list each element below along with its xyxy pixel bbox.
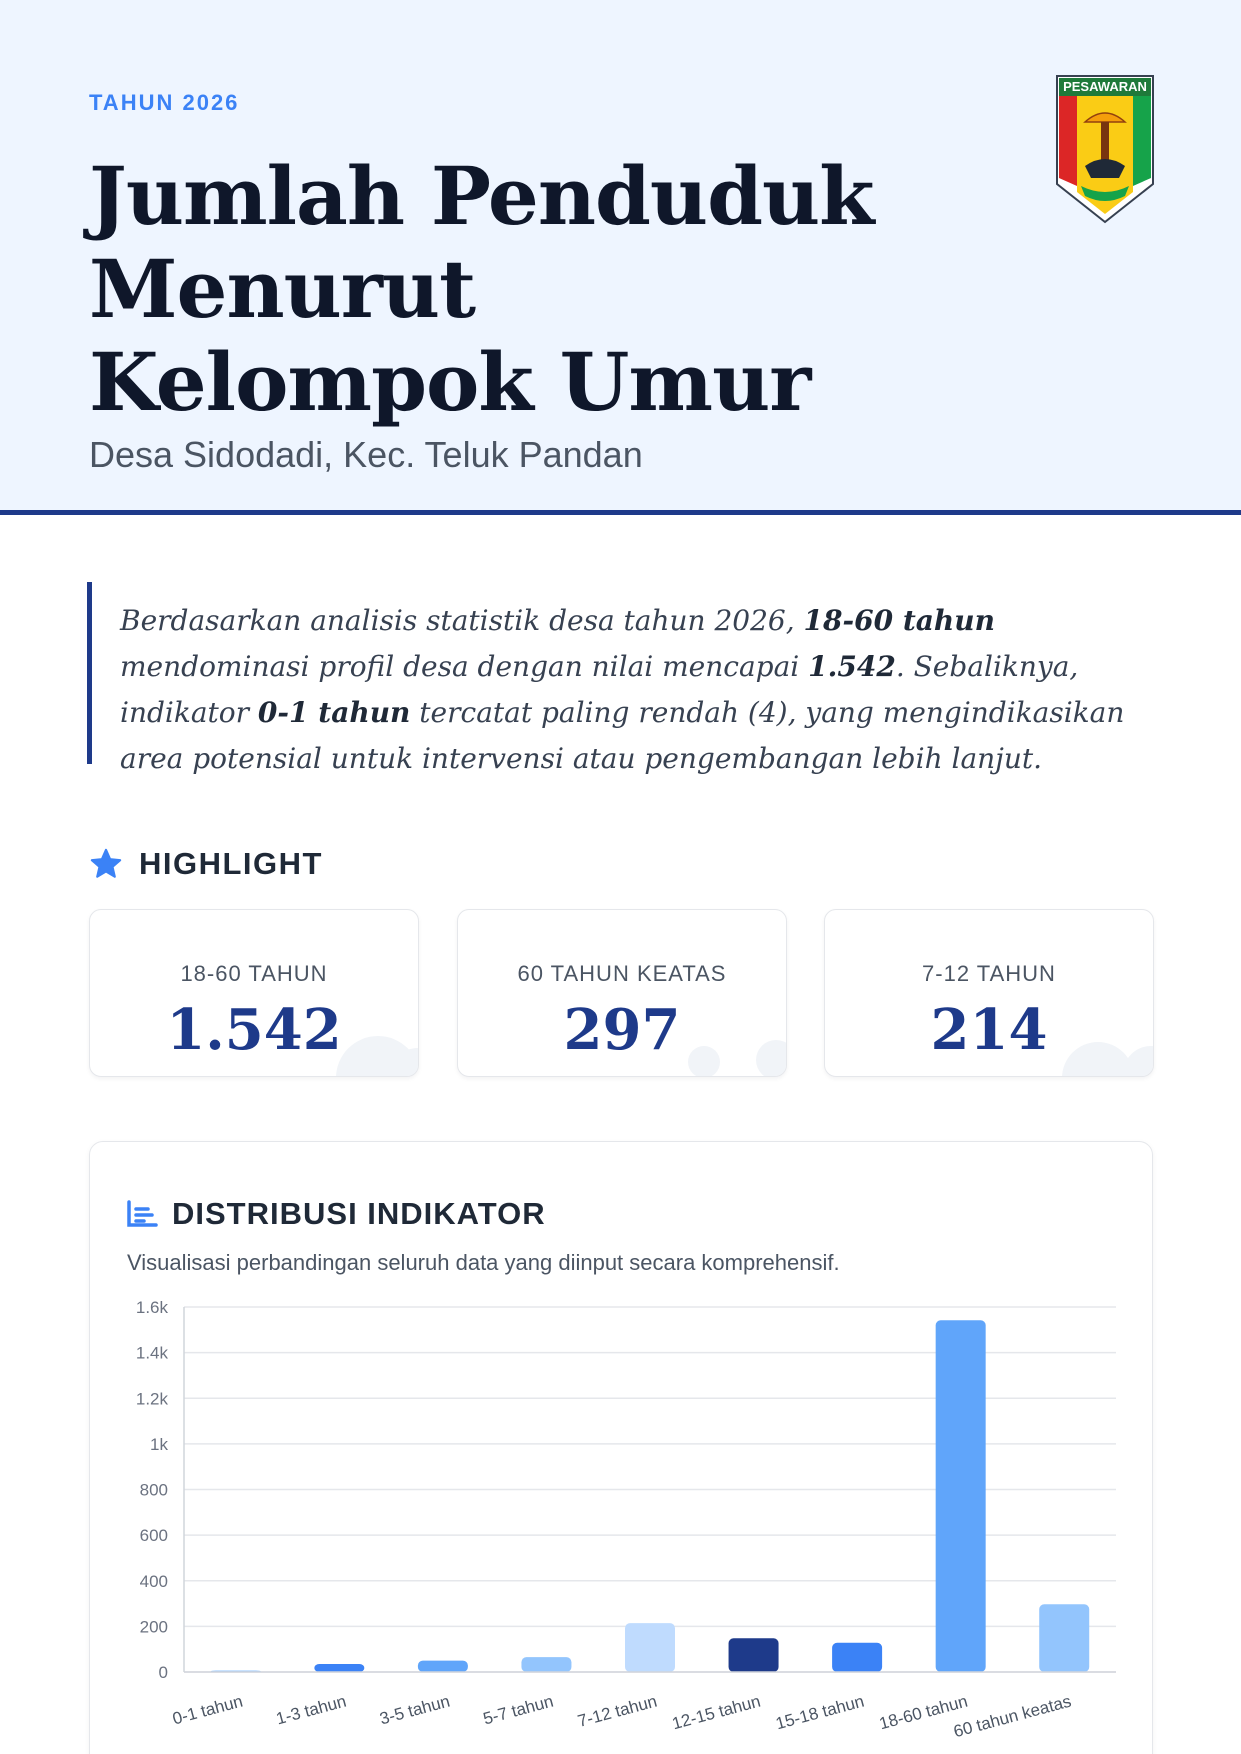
- card-value: 214: [930, 997, 1048, 1063]
- page-header: [0, 0, 1241, 515]
- highlight-card: [457, 909, 787, 1077]
- bar: [314, 1664, 364, 1672]
- x-tick-label: 3-5 tahun: [377, 1691, 452, 1729]
- card-value: 297: [563, 997, 681, 1063]
- card-value: 1.542: [166, 997, 342, 1063]
- bar: [832, 1643, 882, 1672]
- y-tick-label: 1.4k: [135, 1343, 168, 1363]
- bar: [418, 1661, 468, 1672]
- highlight-card: [89, 909, 419, 1077]
- card-decoration: [676, 1016, 786, 1076]
- x-tick-label: 12-15 tahun: [670, 1691, 763, 1734]
- card-decoration: [1043, 1016, 1153, 1076]
- highlight-heading: HIGHLIGHT: [89, 846, 323, 882]
- y-tick-label: 0: [158, 1663, 168, 1682]
- logo-text: PESAWARAN: [1063, 79, 1147, 94]
- card-decoration: [308, 1016, 418, 1076]
- y-tick-label: 400: [139, 1571, 168, 1591]
- summary-text: Berdasarkan analisis statistik desa tahun 2026, 18-60 tahun mendominasi profil desa dengan nilai mencapai 1.542. Sebaliknya, indikator 0-1 tahun tercatat paling rendah (4), yang mengindikasikan area potensial untuk intervensi atau pengembangan lebih lanjut.: [120, 604, 1125, 775]
- bar: [625, 1623, 675, 1672]
- card-label: 7-12 TAHUN: [922, 961, 1056, 986]
- y-tick-label: 1.2k: [135, 1389, 168, 1409]
- year-label: TAHUN 2026: [89, 90, 240, 115]
- distribution-panel: [89, 1141, 1153, 1754]
- bar-chart: [90, 1282, 1152, 1754]
- star-icon: [89, 847, 123, 881]
- summary-quote: [87, 582, 1147, 775]
- y-tick-label: 1.6k: [135, 1298, 168, 1317]
- x-tick-label: 0-1 tahun: [170, 1691, 245, 1729]
- x-tick-label: 15-18 tahun: [773, 1691, 867, 1734]
- bar: [521, 1657, 571, 1672]
- bar: [936, 1320, 986, 1672]
- pesawaran-logo: [1055, 74, 1155, 224]
- bar: [729, 1638, 779, 1672]
- page-title: Jumlah Penduduk Menurut Kelompok Umur: [89, 149, 874, 429]
- x-tick-label: 1-3 tahun: [274, 1691, 349, 1729]
- x-tick-label: 7-12 tahun: [575, 1691, 660, 1731]
- y-tick-label: 200: [139, 1617, 168, 1637]
- x-tick-label: 5-7 tahun: [481, 1691, 556, 1729]
- distribution-heading: DISTRIBUSI INDIKATOR: [126, 1196, 546, 1232]
- y-tick-label: 600: [139, 1526, 168, 1546]
- card-label: 60 TAHUN KEATAS: [517, 961, 727, 986]
- x-tick-label: 18-60 tahun: [877, 1691, 970, 1734]
- card-label: 18-60 TAHUN: [180, 961, 328, 986]
- bar-chart-icon: [126, 1200, 158, 1228]
- bar: [1039, 1604, 1089, 1672]
- y-tick-label: 1k: [150, 1434, 168, 1454]
- distribution-description: Visualisasi perbandingan seluruh data yang diinput secara komprehensif.: [127, 1250, 840, 1275]
- y-tick-label: 800: [139, 1480, 168, 1500]
- page-subtitle: Desa Sidodadi, Kec. Teluk Pandan: [89, 434, 643, 475]
- highlight-card: [824, 909, 1154, 1077]
- x-tick-label: 60 tahun keatas: [951, 1691, 1074, 1742]
